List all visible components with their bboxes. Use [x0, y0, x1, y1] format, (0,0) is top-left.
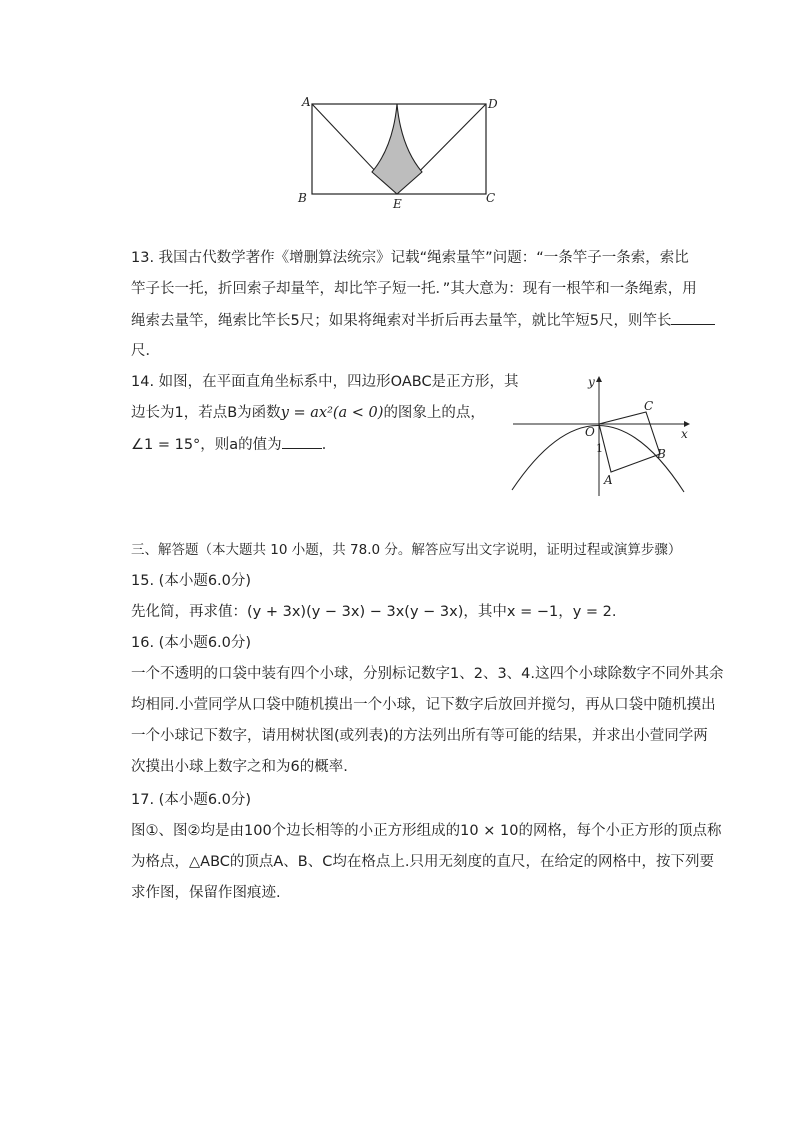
q16-line3: 一个小球记下数字，请用树状图(或列表)的方法列出所有等可能的结果，并求出小萱同学两 — [131, 728, 708, 744]
label-b2: B — [657, 447, 666, 461]
q17-line2: 为格点，△ABC的顶点A、B、C均在格点上.只用无刻度的直尺，在给定的网格中，按下列要 — [131, 854, 714, 870]
coordinate-figure — [508, 372, 698, 498]
label-e: E — [393, 197, 402, 211]
section3-header: 三、解答题（本大题共 10 小题，共 78.0 分。解答应写出文字说明，证明过程或演算步骤） — [131, 542, 682, 558]
label-a: A — [302, 95, 311, 109]
q14-line2 — [131, 403, 485, 423]
q13-line3: 绳索去量竿，绳索比竿长5尺；如果将绳索对半折后再去量竿，就比竿短5尺，则竿长 — [131, 313, 672, 329]
q13-line2: 竿子长一托，折回索子却量竿，却比竿子短一托．”其大意为：现有一根竿和一条绳索，用 — [131, 281, 697, 297]
q16-line2: 均相同.小萱同学从口袋中随机摸出一个小球，记下数字后放回并搅匀，再从口袋中随机摸出 — [131, 697, 716, 713]
answer-blank-q13 — [671, 310, 715, 325]
q14-line3a: ∠1 = 15°，则a的值为 — [131, 437, 282, 453]
q14-line3b: ． — [321, 437, 337, 453]
shaded-region — [372, 104, 422, 194]
q17-line3: 求作图，保留作图痕迹. — [131, 885, 281, 901]
rectangle-figure — [290, 92, 510, 217]
q14-line2a: 边长为1，若点B为函数 — [131, 405, 281, 421]
label-x: x — [681, 427, 688, 441]
q14-line3 — [131, 434, 336, 455]
label-b: B — [298, 191, 307, 205]
answer-blank-q14 — [282, 434, 322, 449]
q13-line3-wrap — [131, 310, 715, 331]
label-y: y — [588, 375, 595, 389]
q16-line4: 次摸出小球上数字之和为6的概率. — [131, 759, 348, 775]
label-o: O — [585, 425, 595, 439]
q14-line1: 14. 如图，在平面直角坐标系中，四边形OABC是正方形，其 — [131, 374, 519, 390]
label-d: D — [488, 97, 498, 111]
q15-text: 先化简，再求值：(y + 3x)(y − 3x) − 3x(y − 3x)，其中x = −1，y = 2. — [131, 604, 617, 620]
label-angle-1: 1 — [596, 442, 603, 455]
q16-line1: 一个不透明的口袋中装有四个小球，分别标记数字1、2、3、4.这四个小球除数字不同外其余 — [131, 666, 724, 682]
q14-line2c: 的图象上的点， — [383, 405, 485, 421]
q16-title: 16. (本小题6.0分) — [131, 635, 252, 651]
q17-line1: 图①、图②均是由100个边长相等的小正方形组成的10 × 10的网格，每个小正方形的顶点称 — [131, 823, 722, 839]
q14-function: y = ax²(a < 0) — [280, 405, 384, 421]
q17-title: 17. (本小题6.0分) — [131, 792, 252, 808]
q15-title: 15. (本小题6.0分) — [131, 573, 252, 589]
square-oabc — [599, 412, 660, 472]
label-c2: C — [644, 399, 654, 413]
q13-line4: 尺． — [131, 343, 160, 359]
label-c: C — [486, 191, 496, 205]
y-arrow-icon — [596, 376, 602, 382]
q13-line1: 13. 我国古代数学著作《增删算法统宗》记载“绳索量竿”问题：“一条竿子一条索，索比 — [131, 250, 689, 266]
label-a2: A — [604, 473, 613, 487]
